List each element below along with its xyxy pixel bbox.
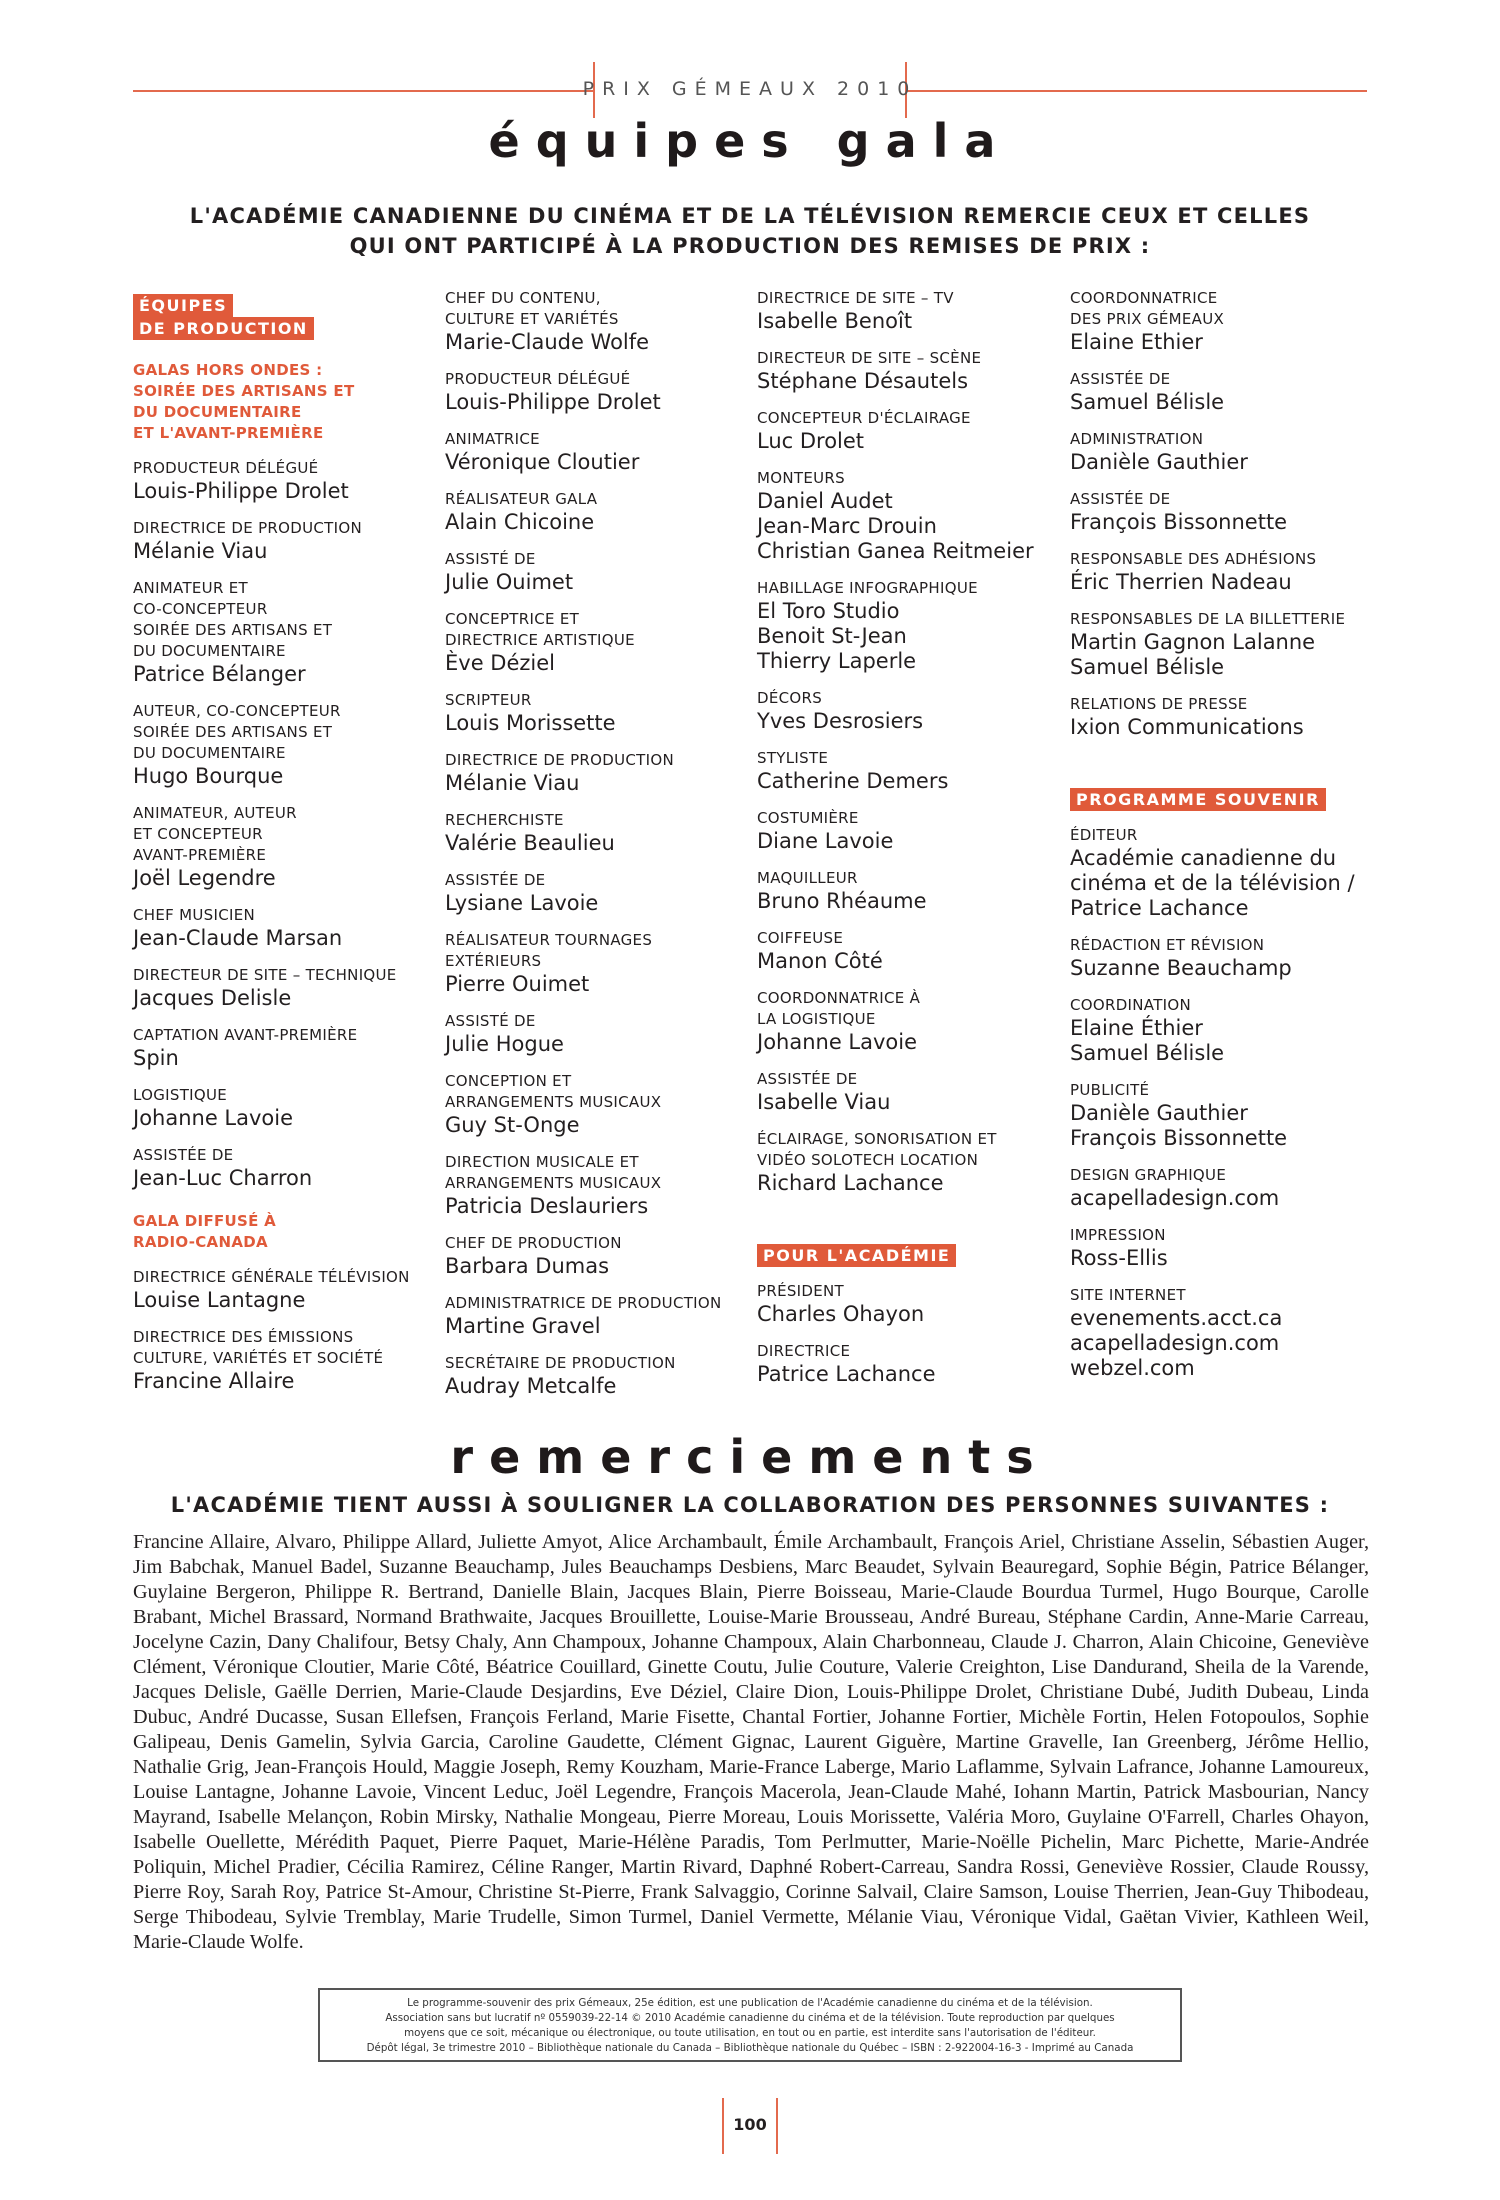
page-title: équipes gala: [488, 114, 1012, 168]
credit-name: Ross-Ellis: [1070, 1246, 1168, 1270]
credit-name: Pierre Ouimet: [445, 972, 590, 996]
credit-role: CONCEPTION ET ARRANGEMENTS MUSICAUX: [445, 1072, 662, 1111]
credit-name: Louis-Philippe Drolet: [445, 390, 661, 414]
section-tag: [1070, 770, 1370, 811]
section-tag-line: ÉQUIPES: [133, 294, 233, 317]
credits-column-4: [1070, 288, 1370, 1381]
credit-name: Spin: [133, 1046, 179, 1070]
credit-role: DIRECTRICE DE PRODUCTION: [445, 751, 674, 769]
credit-role: ASSISTÉE DE: [445, 871, 546, 889]
credit-role: COSTUMIÈRE: [757, 809, 859, 827]
credit-name: El Toro Studio Benoit St-Jean Thierry Laperle: [757, 599, 917, 673]
credit-name: Elaine Éthier Samuel Bélisle: [1070, 1016, 1225, 1065]
header-label: PRIX GÉMEAUX 2010: [582, 78, 918, 100]
credit-role: CONCEPTRICE ET DIRECTRICE ARTISTIQUE: [445, 610, 635, 649]
credit-name: Lysiane Lavoie: [445, 891, 599, 915]
credit-role: ASSISTÉE DE: [757, 1070, 858, 1088]
credit-name: Manon Côté: [757, 949, 883, 973]
credit-name: Richard Lachance: [757, 1171, 944, 1195]
credit-name: Danièle Gauthier: [1070, 450, 1248, 474]
credit-role: HABILLAGE INFOGRAPHIQUE: [757, 579, 978, 597]
credit-name: Alain Chicoine: [445, 510, 595, 534]
credit-name: Jacques Delisle: [133, 986, 292, 1010]
credit-name: Yves Desrosiers: [757, 709, 924, 733]
credit-name: Diane Lavoie: [757, 829, 894, 853]
credit-role: RÉALISATEUR GALA: [445, 490, 598, 508]
credit-name: Danièle Gauthier François Bissonnette: [1070, 1101, 1288, 1150]
credit-role: COORDINATION: [1070, 996, 1192, 1014]
credit-role: RESPONSABLES DE LA BILLETTERIE: [1070, 610, 1346, 628]
credit-name: Joël Legendre: [133, 866, 276, 890]
credit-name: Jean-Claude Marsan: [133, 926, 343, 950]
credit-name: Johanne Lavoie: [133, 1106, 294, 1130]
section-tag-label: PROGRAMME SOUVENIR: [1070, 788, 1326, 811]
credit-role: IMPRESSION: [1070, 1226, 1166, 1244]
credit-role: PRODUCTEUR DÉLÉGUÉ: [133, 459, 319, 477]
credit-role: AUTEUR, CO-CONCEPTEUR SOIRÉE DES ARTISANS ET DU DOCUMENTAIRE: [133, 702, 341, 762]
credit-role: COORDONNATRICE À LA LOGISTIQUE: [757, 989, 921, 1028]
credit-role: ANIMATEUR, AUTEUR ET CONCEPTEUR AVANT-PREMIÈRE: [133, 804, 297, 864]
credits-column-2: [445, 288, 745, 1399]
intro-text: [0, 201, 1500, 261]
credit-role: LOGISTIQUE: [133, 1086, 228, 1104]
credit-role: DIRECTRICE DE PRODUCTION: [133, 519, 362, 537]
credit-role: SCRIPTEUR: [445, 691, 532, 709]
credit-role: ASSISTÉE DE: [133, 1146, 234, 1164]
credit-name: Patricia Deslauriers: [445, 1194, 649, 1218]
credit-role: DIRECTION MUSICALE ET ARRANGEMENTS MUSICAUX: [445, 1153, 662, 1192]
credit-name: Barbara Dumas: [445, 1254, 610, 1278]
credit-role: ADMINISTRATRICE DE PRODUCTION: [445, 1294, 722, 1312]
credit-name: Daniel Audet Jean-Marc Drouin Christian Ganea Reitmeier: [757, 489, 1034, 563]
section-subheading: GALAS HORS ONDES : SOIRÉE DES ARTISANS ET DU DOCUMENTAIRE ET L'AVANT-PREMIÈRE: [133, 361, 355, 442]
credit-name: Patrice Lachance: [757, 1362, 936, 1386]
credit-name: Bruno Rhéaume: [757, 889, 927, 913]
credit-role: DIRECTRICE DES ÉMISSIONS CULTURE, VARIÉTÉS ET SOCIÉTÉ: [133, 1328, 384, 1367]
credit-name: Véronique Cloutier: [445, 450, 640, 474]
credit-role: DIRECTRICE DE SITE – TV: [757, 289, 954, 307]
credit-name: Martin Gagnon Lalanne Samuel Bélisle: [1070, 630, 1316, 679]
credit-role: ASSISTÉE DE: [1070, 370, 1171, 388]
credit-role: COIFFEUSE: [757, 929, 844, 947]
credit-role: RESPONSABLE DES ADHÉSIONS: [1070, 550, 1317, 568]
credit-role: ASSISTÉ DE: [445, 1012, 536, 1030]
credit-role: ÉDITEUR: [1070, 826, 1138, 844]
thanks-title: remerciements: [450, 1430, 1050, 1484]
credit-role: CHEF DU CONTENU, CULTURE ET VARIÉTÉS: [445, 289, 619, 328]
credit-name: Mélanie Viau: [133, 539, 268, 563]
credit-role: STYLISTE: [757, 749, 829, 767]
credit-role: RÉALISATEUR TOURNAGES EXTÉRIEURS: [445, 931, 653, 970]
credit-name: Ixion Communications: [1070, 715, 1304, 739]
credit-name: Isabelle Benoît: [757, 309, 913, 333]
credit-role: MAQUILLEUR: [757, 869, 858, 887]
credit-name: Guy St-Onge: [445, 1113, 580, 1137]
credit-role: ASSISTÉE DE: [1070, 490, 1171, 508]
credit-name: Luc Drolet: [757, 429, 865, 453]
intro-line-1: L'ACADÉMIE CANADIENNE DU CINÉMA ET DE LA TÉLÉVISION REMERCIE CEUX ET CELLES: [189, 204, 1311, 228]
credit-role: DÉCORS: [757, 689, 823, 707]
credits-column-1: [133, 288, 433, 1394]
credit-role: MONTEURS: [757, 469, 845, 487]
credit-name: Suzanne Beauchamp: [1070, 956, 1292, 980]
legal-line-2: Association sans but lucratif nº 0559039-22-14 © 2010 Académie canadienne du cinéma et de la télévision. Toute reproduction par quelques: [385, 2012, 1115, 2024]
section-tag: [757, 1226, 1057, 1267]
credit-role: ÉCLAIRAGE, SONORISATION ET VIDÉO SOLOTECH LOCATION: [757, 1130, 997, 1169]
credit-name: Jean-Luc Charron: [133, 1166, 313, 1190]
credit-name: Isabelle Viau: [757, 1090, 891, 1114]
credit-role: CAPTATION AVANT-PREMIÈRE: [133, 1026, 358, 1044]
credit-name: Louis Morissette: [445, 711, 616, 735]
credit-name: Louis-Philippe Drolet: [133, 479, 349, 503]
legal-line-4: Dépôt légal, 3e trimestre 2010 – Bibliothèque nationale du Canada – Bibliothèque nationale du Québec – ISBN : 2-922004-16-3 - Imprimé au Canada: [366, 2042, 1134, 2054]
section-tag-line: DE PRODUCTION: [133, 317, 314, 340]
credit-name: Julie Hogue: [445, 1032, 564, 1056]
credit-role: SECRÉTAIRE DE PRODUCTION: [445, 1354, 676, 1372]
credit-role: DESIGN GRAPHIQUE: [1070, 1166, 1227, 1184]
credit-role: SITE INTERNET: [1070, 1286, 1186, 1304]
credit-name: Catherine Demers: [757, 769, 949, 793]
credit-name: evenements.acct.ca acapelladesign.com webzel.com: [1070, 1306, 1283, 1380]
credit-name: Audray Metcalfe: [445, 1374, 617, 1398]
credit-name: Elaine Ethier: [1070, 330, 1203, 354]
legal-line-3: moyens que ce soit, mécanique ou électronique, ou toute utilisation, en tout ou en partie, est interdite sans l'autorisation de l'éditeur.: [404, 2027, 1096, 2039]
credit-role: CHEF MUSICIEN: [133, 906, 255, 924]
credit-name: Julie Ouimet: [445, 570, 574, 594]
credit-name: Ève Déziel: [445, 651, 555, 675]
credit-role: ANIMATEUR ET CO-CONCEPTEUR SOIRÉE DES ARTISANS ET DU DOCUMENTAIRE: [133, 579, 333, 660]
credit-name: Mélanie Viau: [445, 771, 580, 795]
page-number: 100: [733, 2115, 767, 2134]
credit-name: Charles Ohayon: [757, 1302, 925, 1326]
credit-name: Martine Gravel: [445, 1314, 601, 1338]
credit-role: DIRECTEUR DE SITE – TECHNIQUE: [133, 966, 397, 984]
credit-role: PRODUCTEUR DÉLÉGUÉ: [445, 370, 631, 388]
credit-name: Francine Allaire: [133, 1369, 295, 1393]
credit-name: Académie canadienne du cinéma et de la télévision / Patrice Lachance: [1070, 846, 1355, 920]
credit-name: François Bissonnette: [1070, 510, 1288, 534]
credit-name: Samuel Bélisle: [1070, 390, 1225, 414]
credit-role: ANIMATRICE: [445, 430, 540, 448]
credit-name: Stéphane Désautels: [757, 369, 969, 393]
credit-name: acapelladesign.com: [1070, 1186, 1280, 1210]
credit-name: Patrice Bélanger: [133, 662, 306, 686]
credit-name: Johanne Lavoie: [757, 1030, 918, 1054]
credit-role: COORDONNATRICE DES PRIX GÉMEAUX: [1070, 289, 1225, 328]
credit-role: DIRECTRICE GÉNÉRALE TÉLÉVISION: [133, 1268, 410, 1286]
section-tag-label: POUR L'ACADÉMIE: [757, 1244, 956, 1267]
section-subheading: GALA DIFFUSÉ À RADIO-CANADA: [133, 1212, 277, 1251]
credit-role: RÉDACTION ET RÉVISION: [1070, 936, 1265, 954]
credits-column-3: [757, 288, 1057, 1387]
credit-role: RELATIONS DE PRESSE: [1070, 695, 1248, 713]
credit-role: ASSISTÉ DE: [445, 550, 536, 568]
section-tag: [133, 294, 433, 340]
credit-role: PRÉSIDENT: [757, 1282, 845, 1300]
thanks-intro: L'ACADÉMIE TIENT AUSSI À SOULIGNER LA COLLABORATION DES PERSONNES SUIVANTES :: [170, 1493, 1330, 1517]
credit-role: PUBLICITÉ: [1070, 1081, 1150, 1099]
credit-name: Louise Lantagne: [133, 1288, 306, 1312]
credit-name: Marie-Claude Wolfe: [445, 330, 650, 354]
credit-name: Valérie Beaulieu: [445, 831, 615, 855]
legal-line-1: Le programme-souvenir des prix Gémeaux, 25e édition, est une publication de l'Académie canadienne du cinéma et de la télévision.: [407, 1997, 1093, 2009]
credit-role: CHEF DE PRODUCTION: [445, 1234, 622, 1252]
credit-role: ADMINISTRATION: [1070, 430, 1204, 448]
credit-name: Éric Therrien Nadeau: [1070, 570, 1292, 594]
credit-role: RECHERCHISTE: [445, 811, 564, 829]
thanks-names: Francine Allaire, Alvaro, Philippe Allard, Juliette Amyot, Alice Archambault, Émile Archambault, François Ariel, Christiane Asselin, Sébastien Auger, Jim Babchak, Manuel Badel, Suzanne Beauchamp, Jules Beauchamps Desbiens, Marc Beaudet, Sylvain Beauregard, Sophie Bégin, Patrice Bélanger, Guylaine Bergeron, Philippe R. Bertrand, Danielle Blain, Jacques Blain, Pierre Boisseau, Marie-Claude Bourdua Turmel, Hugo Bourque, Carolle Brabant, Michel Brassard, Normand Brathwaite, Jacques Brouillette, Louise-Marie Brousseau, André Bureau, Stéphane Cardin, Anne-Marie Carreau, Jocelyne Cazin, Dany Chalifour, Betsy Chaly, Ann Champoux, Johanne Champoux, Alain Charbonneau, Claude J. Charron, Alain Chicoine, Geneviève Clément, Véronique Cloutier, Marie Côté, Béatrice Couillard, Ginette Coutu, Julie Couture, Valerie Creighton, Lise Dandurand, Sheila de la Varende, Jacques Delisle, Gaëlle Derrien, Marie-Claude Desjardins, Eve Déziel, Claire Dion, Louis-Philippe Drolet, Christiane Dubé, Judith Dubeau, Linda Dubuc, André Ducasse, Susan Ellefsen, François Ferland, Marie Fisette, Chantal Fortier, Johanne Fortier, Michèle Fortin, Helen Fotopoulos, Sophie Galipeau, Denis Gamelin, Sylvia Garcia, Caroline Gaudette, Clément Gignac, Laurent Giguère, Martine Gravelle, Ian Greenberg, Jérôme Hellio, Nathalie Grig, Jean-François Hould, Maggie Joseph, Remy Kouzham, Marie-France Laberge, Mario Laflamme, Sylvain Lafrance, Johanne Lamoureux, Louise Lantagne, Johanne Lavoie, Vincent Leduc, Joël Legendre, François Macerola, Jean-Claude Mahé, Iohann Martin, Patrick Masbourian, Nancy Mayrand, Isabelle Melançon, Robin Mirsky, Nathalie Mongeau, Pierre Moreau, Louis Morissette, Valéria Moro, Guylaine O'Farrell, Charles Ohayon, Isabelle Ouellette, Mérédith Paquet, Pierre Paquet, Marie-Hélène Paradis, Tom Perlmutter, Marie-Noëlle Pichelin, Marc Pichette, Marie-Andrée Poliquin, Michel Pradier, Cécilia Ramirez, Céline Ranger, Martin Rivard, Daphné Robert-Carreau, Sandra Rossi, Geneviève Rossier, Claude Roussy, Pierre Roy, Sarah Roy, Patrice St-Amour, Christine St-Pierre, Frank Salvaggio, Corinne Salvail, Claire Samson, Louise Therrien, Jean-Guy Thibodeau, Serge Thibodeau, Sylvie Tremblay, Marie Trudelle, Simon Turmel, Daniel Vermette, Mélanie Viau, Véronique Vidal, Gaëtan Vivier, Kathleen Weil, Marie-Claude Wolfe.: [133, 1531, 1369, 1953]
credit-role: DIRECTRICE: [757, 1342, 851, 1360]
intro-line-2: QUI ONT PARTICIPÉ À LA PRODUCTION DES REMISES DE PRIX :: [349, 234, 1151, 258]
credit-role: DIRECTEUR DE SITE – SCÈNE: [757, 349, 982, 367]
legal-notice: [318, 1988, 1182, 2062]
credit-role: CONCEPTEUR D'ÉCLAIRAGE: [757, 409, 971, 427]
credit-name: Hugo Bourque: [133, 764, 284, 788]
